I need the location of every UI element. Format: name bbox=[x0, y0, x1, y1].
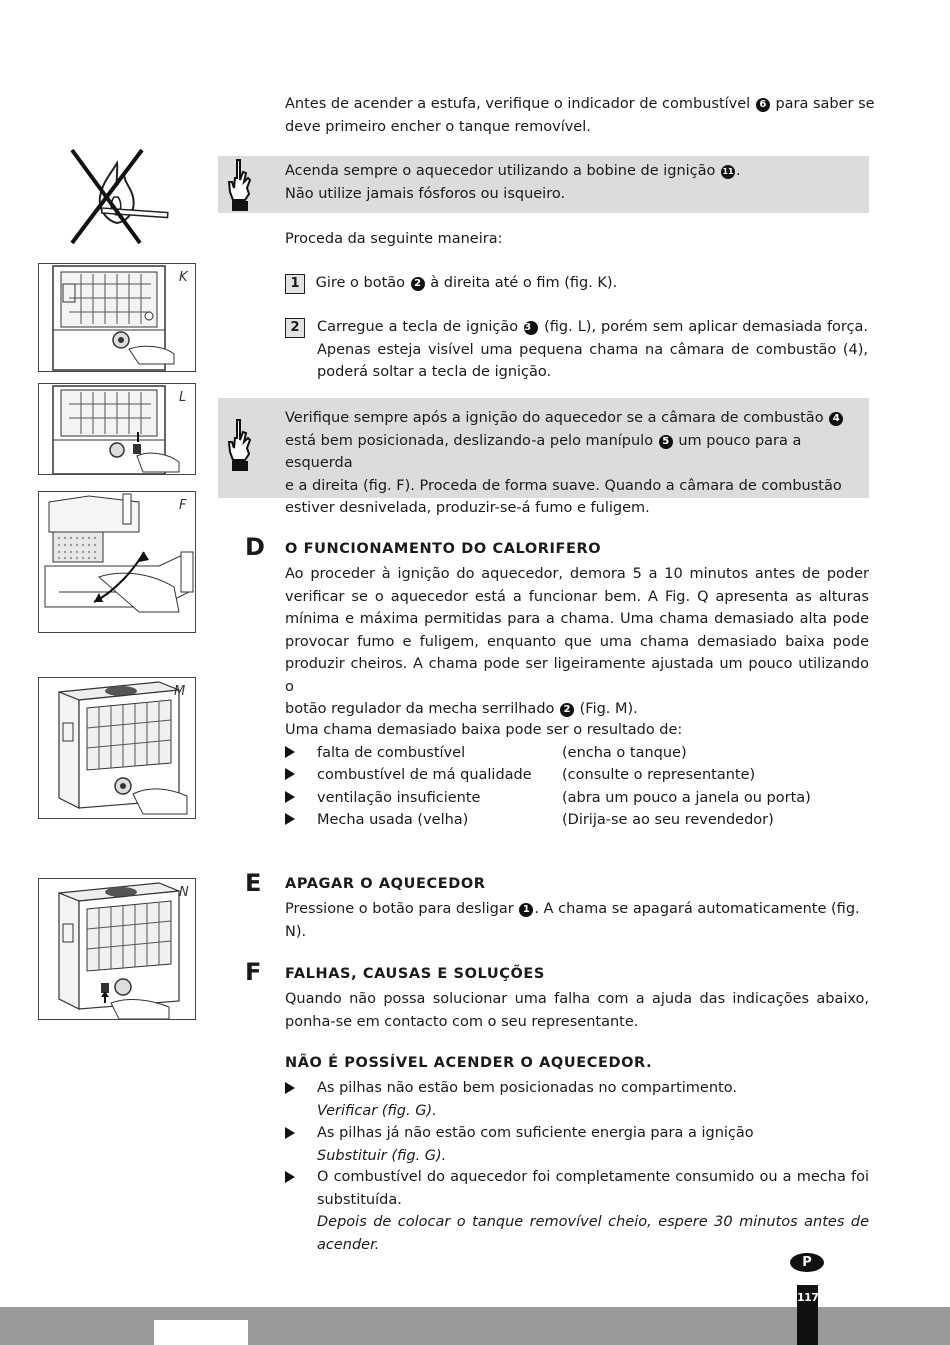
pointing-hand-icon bbox=[225, 418, 255, 472]
figure-label: L bbox=[179, 390, 187, 405]
section-letter: D bbox=[245, 533, 265, 561]
figure-f bbox=[38, 491, 196, 633]
heater-illustration bbox=[39, 264, 195, 371]
bullet-icon bbox=[285, 1171, 295, 1183]
section-d-body: Ao proceder à ignição do aquecedor, demora 5 a 10 minutos antes de poder verificar se o aquecedor está a funcionar bem. A Fig. Q apresenta as alturas mínima e máxima permitidas para a chama. Uma chama demasiado alta pode provocar fumo e fuligem, enquanto que uma chama demasiado baixa pode produzir cheiros. A chama pode ser ligeiramente ajustada um pouco utilizando o botão regulador da mecha serrilhado 2 (Fig. M). bbox=[285, 566, 869, 717]
list-item: O combustível do aquecedor foi completamente consumido ou a mecha foi substituída. Depois de colocar o tanque removível cheio, espere 30 minutos antes de acender. bbox=[285, 1166, 869, 1256]
no-matches-icon bbox=[62, 145, 172, 250]
section-letter: E bbox=[245, 869, 262, 897]
intro-paragraph: Antes de acender a estufa, verifique o indicador de combustível 6 para saber se deve primeiro encher o tanque removível. bbox=[285, 96, 875, 135]
section-f-body: Quando não possa solucionar uma falha com a ajuda das indicações abaixo, ponha-se em contacto com o seu representante. bbox=[285, 991, 869, 1030]
step-2: Carregue a tecla de ignição 3 (fig. L), porém sem aplicar demasiada força. Apenas esteja visível uma pequena chama na câmara de combustão (4), poderá soltar a tecla de ignição. bbox=[317, 319, 869, 380]
bullet-icon bbox=[285, 813, 295, 825]
bullet-icon bbox=[285, 768, 295, 780]
heater-illustration bbox=[39, 678, 195, 818]
section-title: O FUNCIONAMENTO DO CALORIFERO bbox=[285, 541, 602, 557]
section-title: FALHAS, CAUSAS E SOLUÇÕES bbox=[285, 966, 545, 982]
list-item: ventilação insuficiente (abra um pouco a janela ou porta) bbox=[285, 787, 295, 810]
heater-illustration bbox=[39, 384, 195, 474]
figure-k bbox=[38, 263, 196, 372]
callout-number: 5 bbox=[659, 435, 673, 449]
section-e-body: Pressione o botão para desligar 1 . A chama se apagará automaticamente (fig. N). bbox=[285, 901, 860, 940]
bullet-icon bbox=[285, 791, 295, 803]
note-chamber-text: Verifique sempre após a ignição do aquecedor se a câmara de combustão 4 está bem posicionada, deslizando-a pelo manípulo 5 um pouco para a esquerda e a direita (fig. F). Proceda de forma suave. Quando a câmara de combustão estiver desnivelada, produzir-se-á fumo e fuligem. bbox=[285, 410, 842, 516]
note-ignition-text: Acenda sempre o aquecedor utilizando a bobine de ignição 11 . Não utilize jamais fósforos ou isqueiro. bbox=[285, 163, 741, 202]
footer-tab bbox=[154, 1320, 248, 1345]
proceed-text: Proceda da seguinte maneira: bbox=[285, 231, 503, 247]
section-letter: F bbox=[245, 958, 262, 986]
bullet-icon bbox=[285, 1127, 295, 1139]
list-item: Mecha usada (velha) (Dirija-se ao seu revendedor) bbox=[285, 809, 295, 832]
callout-number: 6 bbox=[756, 98, 770, 112]
list-item: falta de combustível (encha o tanque) bbox=[285, 742, 295, 765]
list-item: As pilhas já não estão com suficiente energia para a ignição Substituir (fig. G). bbox=[285, 1122, 875, 1167]
low-flame-intro: Uma chama demasiado baixa pode ser o resultado de: bbox=[285, 722, 683, 738]
callout-number: 3 bbox=[524, 321, 538, 335]
step-number: 2 bbox=[285, 318, 305, 338]
heater-illustration bbox=[39, 879, 195, 1019]
figure-l bbox=[38, 383, 196, 475]
callout-number: 2 bbox=[560, 703, 574, 717]
step-number: 1 bbox=[285, 274, 305, 294]
combustion-chamber-illustration bbox=[39, 492, 195, 632]
bullet-icon bbox=[285, 746, 295, 758]
step-1: 1 Gire o botão 2 à direita até o fim (fig. K). bbox=[285, 272, 875, 295]
subheading: NÃO É POSSÍVEL ACENDER O AQUECEDOR. bbox=[285, 1055, 653, 1071]
callout-number: 11 bbox=[721, 165, 735, 179]
callout-number: 1 bbox=[519, 903, 533, 917]
list-item: As pilhas não estão bem posicionadas no compartimento. Verificar (fig. G). bbox=[285, 1077, 875, 1122]
bullet-icon bbox=[285, 1082, 295, 1094]
section-title: APAGAR O AQUECEDOR bbox=[285, 876, 486, 892]
figure-label: K bbox=[179, 270, 188, 285]
figure-label: N bbox=[179, 885, 189, 900]
figure-m bbox=[38, 677, 196, 819]
language-badge: P bbox=[790, 1253, 824, 1272]
figure-label: M bbox=[174, 684, 186, 699]
list-item: combustível de má qualidade (consulte o representante) bbox=[285, 764, 295, 787]
figure-n bbox=[38, 878, 196, 1020]
callout-number: 4 bbox=[829, 412, 843, 426]
figure-label: F bbox=[179, 498, 187, 513]
callout-number: 2 bbox=[411, 277, 425, 291]
pointing-hand-icon bbox=[225, 158, 255, 212]
page-number: 117 bbox=[797, 1291, 819, 1304]
